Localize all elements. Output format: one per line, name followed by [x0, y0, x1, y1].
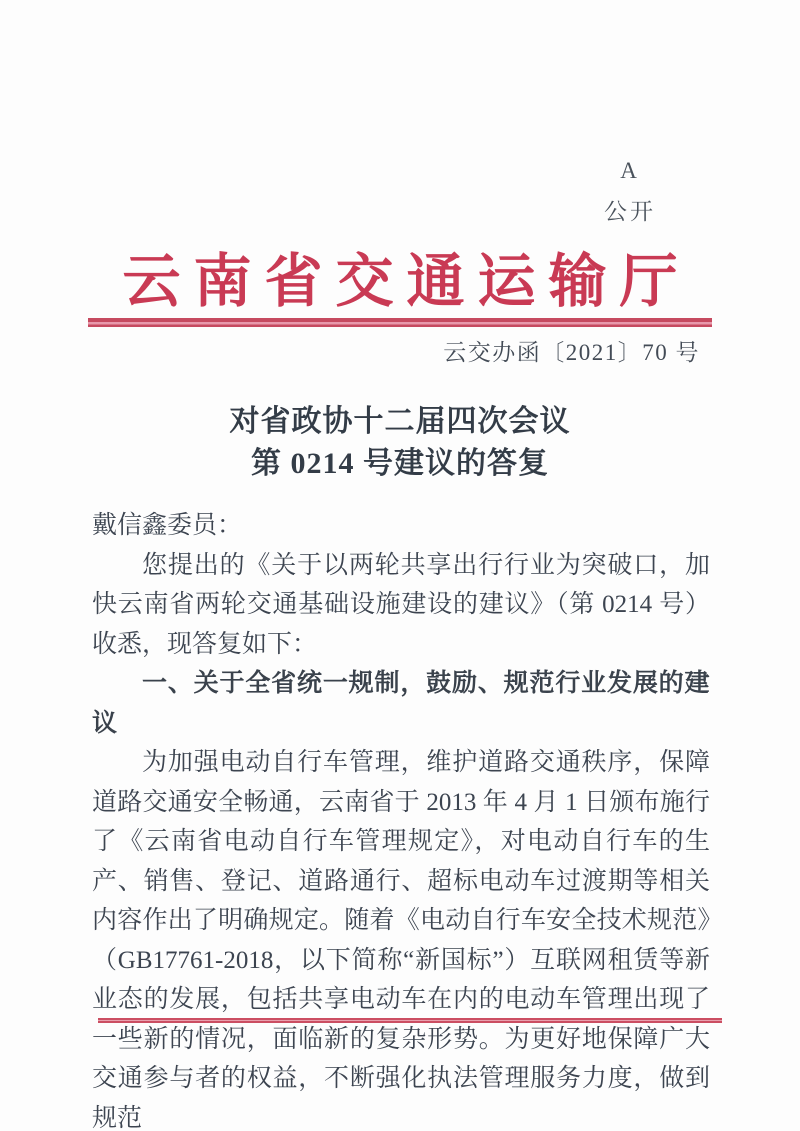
- classification-block: [600, 150, 660, 232]
- salutation: 戴信鑫委员：: [92, 512, 243, 539]
- document-title-line1: 对省政协十二届四次会议: [229, 405, 571, 438]
- section-paragraph: 为加强电动自行车管理，维护道路交通秩序，保障道路交通安全畅通，云南省于 2013 年 4 月 1 日颁布施行了《云南省电动自行车管理规定》，对电动自行车的生产、销售、登记、道路通行、超标电动车过渡期等相关内容作出了明确规定。随着《电动自行车安全技术规范》（GB17761-2018，以下简称“新国标”）互联网租赁等新业态的发展，包括共享电动车在内的电动车管理出现了一些新的情况，面临新的复杂形势。为更好地保障广大交通参与者的权益，不断强化执法管理服务力度，做到规范: [92, 749, 710, 1131]
- publicity-label: 公开: [604, 199, 656, 224]
- document-title-line2: 第 0214 号建议的答复: [251, 447, 549, 480]
- document-title: [0, 401, 800, 485]
- document-number: 云交办函〔2021〕70 号: [443, 340, 700, 365]
- intro-paragraph: 您提出的《关于以两轮共享出行行业为突破口，加快云南省两轮交通基础设施建设的建议》（第 0214 号）收悉，现答复如下：: [92, 551, 710, 658]
- grade-label: A: [620, 158, 640, 183]
- header-red-rule: [88, 318, 712, 327]
- agency-masthead: 云南省交通运输厅: [122, 249, 691, 314]
- section-heading: 一、关于全省统一规制，鼓励、规范行业发展的建议: [92, 669, 710, 737]
- footer-red-rule: [98, 1018, 722, 1023]
- document-body: [92, 506, 710, 1131]
